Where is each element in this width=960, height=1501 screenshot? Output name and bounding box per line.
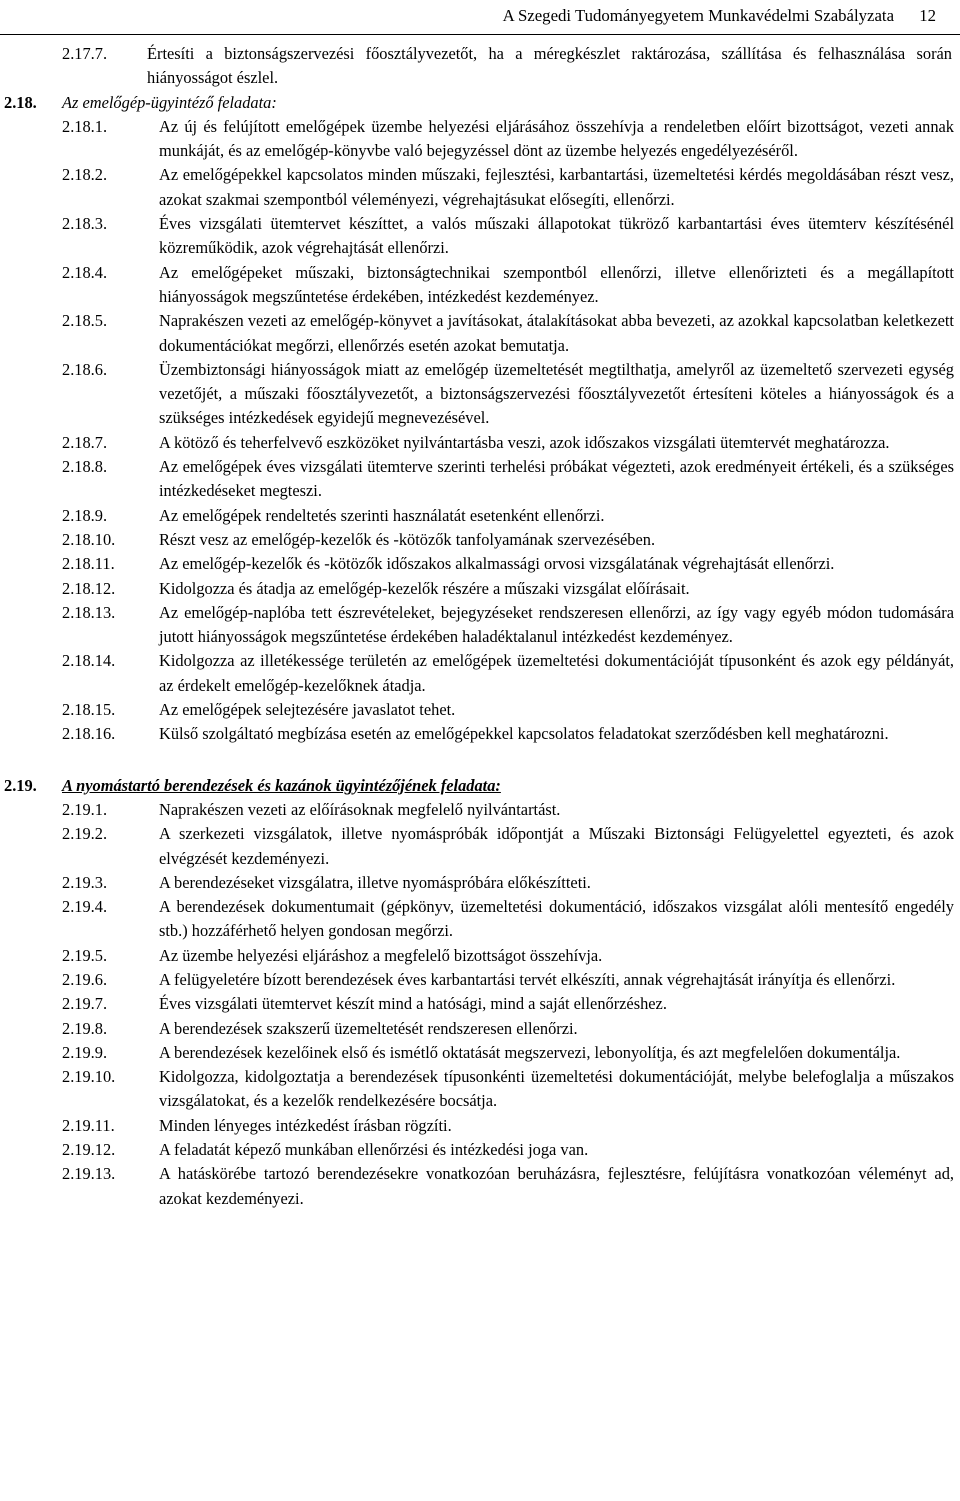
list-item <box>0 431 960 455</box>
item-number: 2.19.10. <box>62 1067 116 1087</box>
header-rule <box>0 34 960 35</box>
item-text: Az új és felújított emelőgépek üzembe helyezési eljárásához összehívja a rendeletben előírt bizottságot, vezeti annak munkáját, és az emelőgép-könyvbe való bejegyzéssel dönt az üzembe helyezés engedélyezéséről. <box>159 116 954 161</box>
section-title: Az emelőgép-ügyintéző feladata: <box>62 92 277 112</box>
list-item <box>0 992 960 1016</box>
list-item <box>0 968 960 992</box>
item-text: Üzembiztonsági hiányosságok miatt az emelőgép üzemeltetését megtilthatja, amelyről az üzemeltető szervezeti egység vezetőjét, a műszaki főosztályvezetőt, a biztonságszervezési főosztályvezetőt értesíteni köteles a hiányosságok és a szükséges intézkedések egyidejű megnevezésével. <box>159 359 954 428</box>
item-text: Kidolgozza, kidolgoztatja a berendezések típusonkénti üzemeltetési dokumentációját, melybe belefoglalja a műszakos vizsgálatokat, és a kezelők rendelkezésére bocsátja. <box>159 1067 954 1111</box>
item-number: 2.18.13. <box>62 602 116 622</box>
item-number: 2.19.5. <box>62 945 108 965</box>
item-number: 2.19.13. <box>62 1164 116 1184</box>
item-number: 2.18.11. <box>62 554 115 574</box>
list-item <box>0 115 960 164</box>
item-number: 2.18.14. <box>62 651 116 671</box>
item-number: 2.18.16. <box>62 724 116 744</box>
item-number: 2.18.3. <box>62 214 108 234</box>
item-number: 2.18.12. <box>62 578 116 598</box>
item-text: Értesíti a biztonságszervezési főosztályvezetőt, ha a méregkészlet raktározása, szállítása és felhasználása során hiányosságot észlel. <box>147 44 952 88</box>
item-text: A kötöző és teherfelvevő eszközöket nyilvántartásba veszi, azok időszakos vizsgálati ütemtervét meghatározza. <box>159 432 890 452</box>
item-number: 2.19.9. <box>62 1042 108 1062</box>
item-text: Az üzembe helyezési eljáráshoz a megfelelő bizottságot összehívja. <box>159 945 603 965</box>
list-item <box>0 1065 960 1114</box>
list-item <box>0 455 960 504</box>
item-number: 2.19.6. <box>62 969 108 989</box>
header-title: A Szegedi Tudományegyetem Munkavédelmi Szabályzata <box>502 6 895 25</box>
intro-item <box>0 42 960 91</box>
item-text: Külső szolgáltató megbízása esetén az emelőgépekkel kapcsolatos feladatokat szerződésben kell meghatározni. <box>159 724 889 744</box>
section-2-18-items <box>0 115 960 747</box>
item-text: A felügyeletére bízott berendezések éves karbantartási tervét elkészíti, annak végrehajtását irányítja és ellenőrzi. <box>159 969 896 989</box>
item-text: A berendezések dokumentumait (gépkönyv, üzemeltetési dokumentáció, időszakos vizsgálat alóli mentesítő engedély stb.) hozzáférhető helyen gondosan megőrzi. <box>159 897 954 941</box>
list-item <box>0 358 960 431</box>
item-text: Az emelőgép-kezelők és -kötözők időszakos alkalmassági orvosi vizsgálatának végrehajtását ellenőrzi. <box>159 554 835 574</box>
item-text: A berendezések szakszerű üzemeltetését rendszeresen ellenőrzi. <box>159 1018 578 1038</box>
item-number: 2.19.3. <box>62 872 108 892</box>
list-item <box>0 871 960 895</box>
list-item <box>0 1162 960 1211</box>
section-heading-2-18 <box>0 91 960 115</box>
item-number: 2.18.2. <box>62 165 108 185</box>
item-text: A berendezéseket vizsgálatra, illetve nyomáspróbára előkészítteti. <box>159 872 591 892</box>
list-item <box>0 309 960 358</box>
list-item <box>0 552 960 576</box>
item-number: 2.19.2. <box>62 824 108 844</box>
item-number: 2.19.1. <box>62 799 108 819</box>
item-number: 2.19.12. <box>62 1140 116 1160</box>
item-number: 2.18.4. <box>62 262 108 282</box>
item-text: Az emelőgépek rendeltetés szerinti használatát esetenként ellenőrzi. <box>159 505 605 525</box>
item-text: Éves vizsgálati ütemtervet készít mind a hatósági, mind a saját ellenőrzéshez. <box>159 994 667 1014</box>
item-text: Az emelőgép-naplóba tett észrevételeket, bejegyzéseket rendszeresen ellenőrzi, az így vagy egyéb módon tudomására jutott hiányosságok megszűntetése érdekében haladéktalanul intézkedést kezdeményez. <box>159 602 954 647</box>
item-number: 2.18.6. <box>62 359 108 379</box>
list-item <box>0 1138 960 1162</box>
list-item <box>0 1017 960 1041</box>
item-text: Az emelőgépek selejtezésére javaslatot tehet. <box>159 700 456 720</box>
list-item <box>0 528 960 552</box>
item-text: A szerkezeti vizsgálatok, illetve nyomáspróbák időpontját a Műszaki Biztonsági Felügyelettel egyezteti, és azok elvégzését kezdeményezi. <box>159 824 954 868</box>
list-item <box>0 163 960 212</box>
list-item <box>0 798 960 822</box>
section-title: A nyomástartó berendezések és kazánok ügyintézőjének feladata: <box>62 775 501 795</box>
item-text: Az emelőgépek éves vizsgálati ütemterve szerinti terhelési próbákat végezteti, azok eredményeit értékeli, és a szükséges intézkedéseket megteszi. <box>159 457 954 501</box>
item-text: Naprakészen vezeti az emelőgép-könyvet a javításokat, átalakításokat abba bevezeti, az azokkal kapcsolatban keletkezett dokumentációkat megőrzi, ellenőrzés esetén azokat bemutatja. <box>159 311 954 355</box>
item-text: A berendezések kezelőinek első és ismétlő oktatását megszervezi, lebonyolítja, és azt megfelelően dokumentálja. <box>159 1042 901 1062</box>
item-number: 2.19.4. <box>62 897 108 917</box>
item-text: Részt vesz az emelőgép-kezelők és -kötözők tanfolyamának szervezésében. <box>159 529 656 549</box>
page-number: 12 <box>919 6 936 25</box>
header-text <box>503 4 936 28</box>
item-text: A hatáskörébe tartozó berendezésekre vonatkozóan beruházásra, fejlesztésre, felújításra vonatkozóan véleményt ad, azokat kezdeményezi. <box>159 1164 954 1208</box>
item-number: 2.19.7. <box>62 994 108 1014</box>
item-number: 2.18.8. <box>62 457 108 477</box>
item-number: 2.18.1. <box>62 116 108 136</box>
list-item <box>0 722 960 746</box>
item-text: Kidolgozza és átadja az emelőgép-kezelők részére a műszaki vizsgálat előírásait. <box>159 578 690 598</box>
page-header <box>0 0 960 36</box>
list-item <box>0 895 960 944</box>
list-item <box>0 1114 960 1138</box>
item-text: Kidolgozza az illetékessége területén az emelőgépek üzemeltetési dokumentációját típusonként és azok egy példányát, az érdekelt emelőgép-kezelőknek átadja. <box>159 651 954 695</box>
section-number: 2.19. <box>4 775 37 795</box>
item-number: 2.18.10. <box>62 529 116 549</box>
section-spacer <box>0 747 960 774</box>
item-text: Az emelőgépeket műszaki, biztonságtechnikai szempontból ellenőrzi, illetve ellenőrizteti és a megállapított hiányosságok megszűntetése érdekében, intézkedést kezdeményez. <box>159 262 954 306</box>
list-item <box>0 822 960 871</box>
item-number: 2.19.11. <box>62 1115 115 1135</box>
list-item <box>0 504 960 528</box>
item-number: 2.19.8. <box>62 1018 108 1038</box>
section-number: 2.18. <box>4 92 37 112</box>
item-text: Az emelőgépekkel kapcsolatos minden műszaki, fejlesztési, karbantartási, üzemeltetési kérdés megoldásában részt vesz, azokat szakmai szempontból véleményezi, végrehajtásukat elősegíti, ellenőrzi. <box>159 165 954 209</box>
item-number: 2.18.7. <box>62 432 108 452</box>
item-number: 2.18.15. <box>62 700 116 720</box>
list-item <box>0 601 960 650</box>
document-body <box>0 42 960 1211</box>
item-text: Éves vizsgálati ütemtervet készíttet, a valós műszaki állapotokat tükröző karbantartási éves ütemterv készítésénél közreműködik, azok végrehajtását ellenőrzi. <box>159 214 954 258</box>
item-number: 2.18.9. <box>62 505 108 525</box>
list-item <box>0 944 960 968</box>
section-heading-2-19 <box>0 774 960 798</box>
list-item <box>0 698 960 722</box>
item-number: 2.17.7. <box>62 44 108 63</box>
list-item <box>0 261 960 310</box>
list-item <box>0 212 960 261</box>
list-item <box>0 649 960 698</box>
list-item <box>0 577 960 601</box>
list-item <box>0 1041 960 1065</box>
item-number: 2.18.5. <box>62 311 108 331</box>
header-spacer <box>894 6 919 25</box>
item-text: A feladatát képező munkában ellenőrzési és intézkedési joga van. <box>159 1140 589 1160</box>
section-2-19-items <box>0 798 960 1211</box>
item-text: Minden lényeges intézkedést írásban rögzíti. <box>159 1115 452 1135</box>
item-text: Naprakészen vezeti az előírásoknak megfelelő nyilvántartást. <box>159 799 561 819</box>
